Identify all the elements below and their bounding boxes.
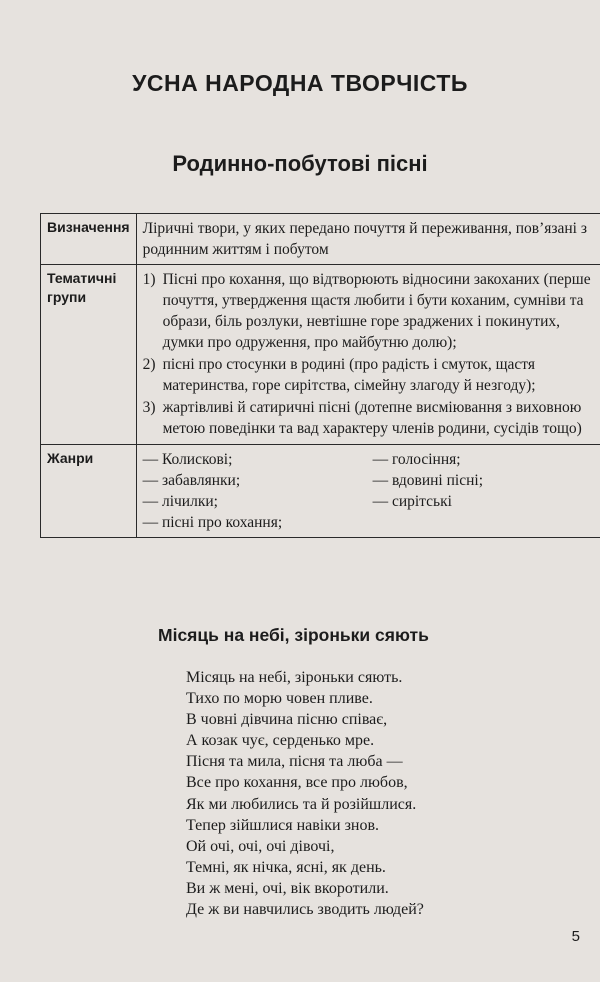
page-number: 5 — [571, 928, 580, 945]
poem-line: В човні дівчина пісню співає, — [186, 711, 388, 729]
genre-item: — сирітські — [372, 493, 452, 510]
poem-text — [186, 667, 424, 920]
poem-line: Все про кохання, все про любов, — [186, 774, 408, 792]
poem-title: Місяць на небі, зіроньки сяють — [158, 625, 429, 645]
genres-column-2 — [373, 449, 600, 533]
definition-label: Визначення — [41, 214, 137, 265]
subsection-heading: Родинно-побутові пісні — [172, 151, 428, 176]
poem-line: Де ж ви навчились зводить людей? — [186, 901, 424, 919]
table-row — [41, 265, 600, 445]
list-item-number: 2) — [142, 356, 156, 373]
poem-line: Темні, як нічка, ясні, як день. — [186, 858, 386, 876]
genre-item: — голосіння; — [372, 451, 461, 468]
poem-line: Місяць на небі, зіроньки сяють. — [186, 669, 403, 686]
list-item-text: пісні про стосунки в родині (про радість і смуток, щастя материнства, горе сирітства, сімейну злагоду й незгоду); — [162, 356, 536, 394]
definition-text: Ліричні твори, у яких передано почуття й переживання, пов’язані з родинним життям і побутом — [136, 214, 600, 265]
table-row — [41, 445, 600, 538]
list-item — [143, 354, 600, 396]
section-heading: УСНА НАРОДНА ТВОРЧІСТЬ — [132, 70, 468, 96]
genre-item: — вдовині пісні; — [372, 472, 484, 489]
genres-label: Жанри — [41, 445, 137, 538]
genre-item: — забавлянки; — [142, 472, 241, 489]
groups-label: Тематичні групи — [41, 265, 137, 445]
genres-cell — [136, 445, 600, 538]
poem-line: Пісня та мила, пісня та люба — — [186, 753, 403, 771]
list-item — [143, 269, 600, 353]
table-row — [41, 214, 600, 265]
genres-columns — [143, 449, 600, 533]
poem-line: А козак чує, серденько мре. — [186, 732, 375, 750]
poem-line: Тепер зійшлися навіки знов. — [186, 816, 380, 834]
definition-table — [40, 213, 600, 538]
genre-item: — пісні про кохання; — [142, 514, 283, 531]
thematic-groups-list — [143, 269, 600, 439]
poem-line: Ви ж мені, очі, вік вкоротили. — [186, 879, 389, 897]
poem-line: Ой очі, очі, очі дівочі, — [186, 837, 335, 855]
list-item-number: 3) — [142, 399, 156, 416]
poem-line: Тихо по морю човен пливе. — [186, 690, 373, 708]
list-item — [143, 397, 600, 439]
genre-item: — Колискові; — [142, 451, 233, 468]
groups-cell — [136, 265, 600, 445]
genres-column-1 — [143, 449, 373, 533]
list-item-text: жартівливі й сатиричні пісні (дотепне висміювання з виховною метою поведінки та вад характеру членів родини, сусідів тощо) — [162, 399, 582, 437]
list-item-text: Пісні про кохання, що відтворюють відносини закоханих (перше почуття, утвердження щастя любити і бути коханим, сумніви та образи, біль розлуки, невтішне горе зраджених і покинутих, думки про одруження, про майбутню долю); — [162, 271, 591, 351]
poem-line: Як ми любились та й розійшлися. — [186, 795, 417, 813]
list-item-number: 1) — [142, 271, 156, 288]
genre-item: — лічилки; — [142, 493, 218, 510]
